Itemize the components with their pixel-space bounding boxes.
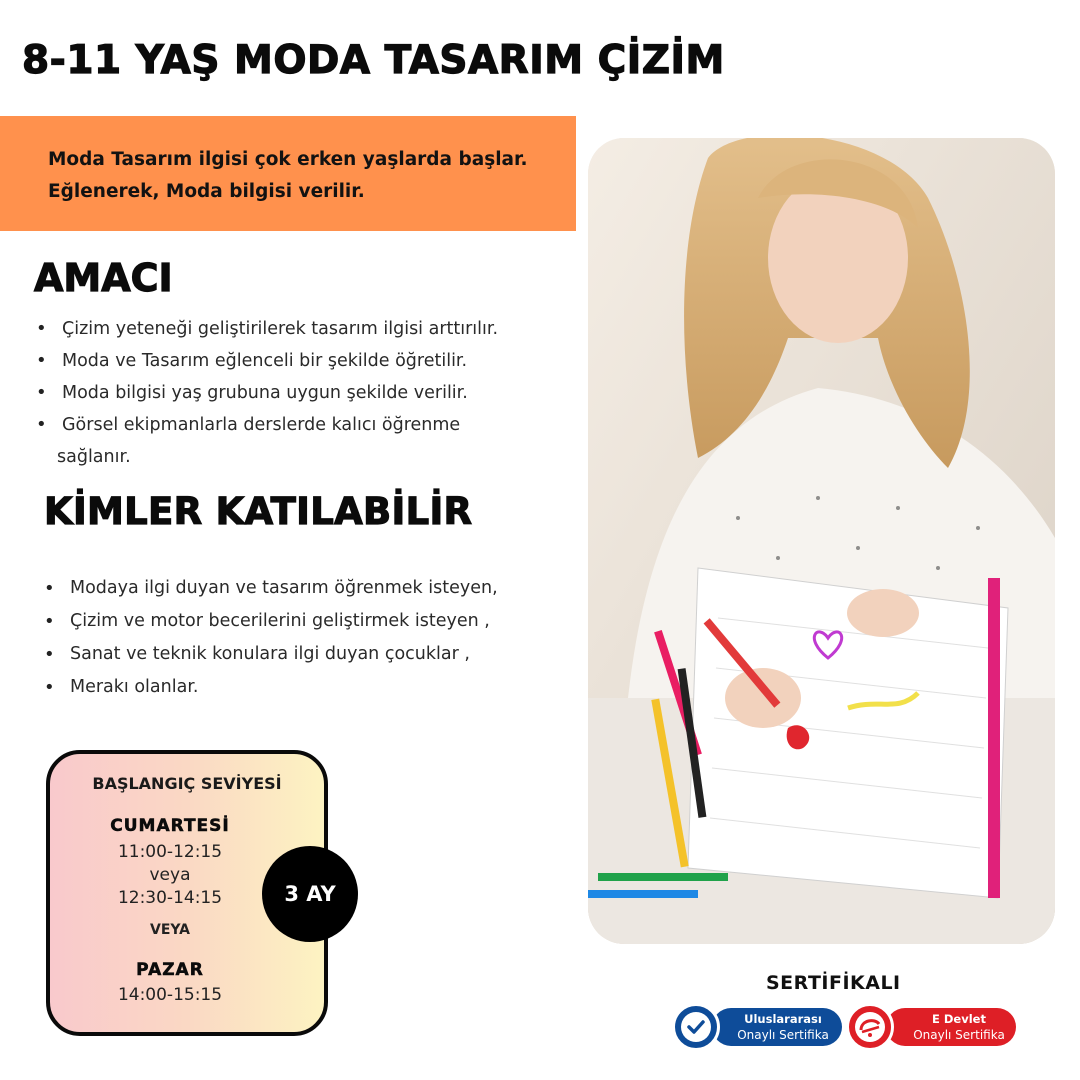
kimler-heading: KİMLER KATILABİLİR — [44, 490, 473, 533]
list-item: • Çizim yeteneği geliştirilerek tasarım ilgisi arttırılır. — [62, 313, 562, 345]
certificate-title: SERTİFİKALI — [766, 972, 901, 994]
hero-photo — [588, 138, 1055, 944]
banner-line-2: Eğlenerek, Moda bilgisi verilir. — [48, 181, 365, 202]
checkmark-icon — [672, 1003, 720, 1051]
list-item: • Merakı olanlar. — [70, 671, 550, 704]
list-item: • Moda ve Tasarım eğlenceli bir şekilde öğretilir. — [62, 345, 562, 377]
list-item: • Moda bilgisi yaş grubuna uygun şekilde verilir. — [62, 377, 562, 409]
schedule-time: 12:30-14:15 — [117, 888, 223, 908]
list-item-continuation: sağlanır. — [57, 447, 131, 467]
list-item: • Çizim ve motor becerilerini geliştirmek isteyen , — [70, 605, 550, 638]
banner-line-1: Moda Tasarım ilgisi çok erken yaşlarda başlar. — [48, 149, 528, 170]
amaci-heading: AMACI — [34, 256, 173, 300]
schedule-title: BAŞLANGIÇ SEVİYESİ — [92, 774, 282, 793]
list-item: • Sanat ve teknik konulara ilgi duyan çocuklar , — [70, 638, 550, 671]
intro-banner — [0, 116, 576, 231]
edevlet-certificate-badge: E Devlet Onaylı Sertifika — [886, 1008, 1016, 1046]
duration-badge — [262, 846, 358, 942]
photo-illustration — [588, 138, 1055, 944]
edevlet-logo-icon — [846, 1003, 894, 1051]
schedule-time: 11:00-12:15 — [117, 842, 223, 862]
international-certificate-badge: Uluslararası Onaylı Sertifika — [712, 1008, 842, 1046]
schedule-day-sunday: PAZAR — [136, 960, 204, 980]
page-title: 8-11 YAŞ MODA TASARIM ÇİZİM — [22, 38, 725, 83]
schedule-day-saturday: CUMARTESİ — [110, 816, 230, 836]
duration-label: 3 AY — [284, 882, 336, 906]
list-item: • Görsel ekipmanlarla derslerde kalıcı öğrenme sağlanır. — [62, 409, 562, 473]
amaci-list — [57, 313, 562, 473]
list-item: • Modaya ilgi duyan ve tasarım öğrenmek isteyen, — [70, 572, 550, 605]
schedule-or: VEYA — [149, 922, 191, 938]
schedule-time: 14:00-15:15 — [117, 985, 223, 1005]
schedule-or-small: veya — [149, 865, 191, 885]
kimler-list — [70, 572, 550, 704]
